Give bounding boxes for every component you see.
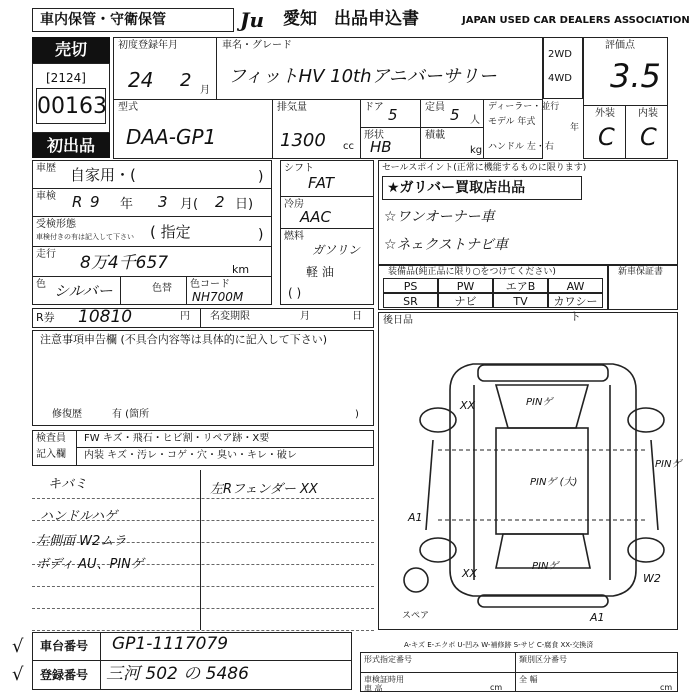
spare-label: スペア bbox=[402, 611, 430, 621]
load-label: 積載 bbox=[425, 130, 445, 141]
shaken-prefix: R bbox=[72, 193, 83, 211]
equipment-item: SR bbox=[383, 293, 438, 308]
inspector-interior: 内装 キズ・汚レ・コゲ・穴・臭い・キレ・破レ bbox=[84, 450, 297, 461]
damage-legend: A-キズ E-エクボ U-凹み W-補修跡 S-サビ C-腐食 XX-交換済 bbox=[404, 641, 594, 649]
divider bbox=[200, 308, 201, 328]
spec-class-no: 類別区分番号 bbox=[519, 655, 567, 664]
lot-code: [2124] bbox=[46, 71, 86, 85]
mileage-unit: km bbox=[232, 263, 250, 276]
sales-label: セールスポイント(正常に機能するものに限ります) bbox=[382, 163, 587, 173]
divider bbox=[515, 652, 516, 692]
exterior-grade: C bbox=[598, 123, 615, 151]
divider bbox=[200, 470, 201, 630]
equipment-item: TV bbox=[493, 293, 548, 308]
sales-point-1: ☆ワンオーナー車 bbox=[384, 209, 495, 225]
name-change-day: 日 bbox=[352, 311, 362, 322]
guarantee-label: 新車保証書 bbox=[618, 267, 664, 277]
inspection-type-note: 車検付きの有は記入して下さい bbox=[36, 233, 134, 241]
equipment-item: PS bbox=[383, 278, 438, 293]
divider bbox=[272, 99, 273, 159]
plate-value: 三河 502 の 5486 bbox=[106, 664, 249, 684]
first-registration-label: 初度登録年月 bbox=[118, 40, 178, 51]
interior-grade: C bbox=[640, 123, 657, 151]
recycle-value: 10810 bbox=[78, 307, 133, 327]
displacement-unit: cc bbox=[343, 141, 354, 152]
sales-point-2: ☆ネェクストナビ車 bbox=[384, 237, 508, 253]
remark-line bbox=[32, 498, 374, 499]
fuel-paren: ( ) bbox=[288, 286, 302, 300]
shaken-label: 車検 bbox=[36, 191, 56, 202]
damage-w2: W2 bbox=[643, 572, 661, 585]
interior-label: 内装 bbox=[638, 108, 658, 119]
damage-a1-left: A1 bbox=[408, 511, 423, 524]
mileage-value: 8万4千657 bbox=[80, 253, 169, 273]
equipment-item: エアB bbox=[493, 278, 548, 293]
shape-value: HB bbox=[370, 138, 392, 156]
color-value: シルバー bbox=[54, 282, 113, 300]
repair-history-close: ) bbox=[355, 409, 359, 420]
divider bbox=[32, 276, 272, 277]
sold-badge: 売切 bbox=[32, 37, 110, 63]
divider bbox=[625, 105, 626, 159]
divider bbox=[32, 246, 272, 247]
use-close: ) bbox=[258, 169, 264, 185]
drive-box bbox=[543, 37, 583, 99]
doors-value: 5 bbox=[388, 106, 398, 124]
drive-4wd: 4WD bbox=[548, 73, 572, 84]
reg-month-unit: 月 bbox=[200, 85, 210, 96]
use-label: 車歴 bbox=[36, 163, 56, 174]
divider bbox=[186, 276, 187, 305]
divider bbox=[113, 99, 543, 100]
remark-line bbox=[32, 586, 374, 587]
shaken-day: 2 bbox=[215, 193, 225, 211]
model-label: 車名・グレード bbox=[222, 40, 292, 51]
divider bbox=[100, 632, 101, 690]
color-code-label: 色コード bbox=[190, 279, 230, 290]
english-title: JAPAN USED CAR DEALERS ASSOCIATION bbox=[462, 15, 690, 26]
remark-2: ハンドルハゲ bbox=[40, 509, 118, 524]
divider bbox=[216, 37, 217, 99]
shaken-year: 9 bbox=[90, 193, 100, 211]
inspection-type-close: ) bbox=[258, 227, 264, 243]
capacity-unit: 人 bbox=[470, 115, 480, 126]
reg-month: 2 bbox=[180, 70, 192, 91]
displacement-value: 1300 bbox=[280, 130, 326, 151]
divider bbox=[360, 99, 361, 159]
shift-value: FAT bbox=[308, 174, 335, 192]
plate-label: 登録番号 bbox=[40, 668, 89, 682]
year-unit: 年 bbox=[570, 123, 580, 133]
remark-1: キバミ bbox=[48, 477, 88, 492]
damage-pin-2: PINゲ bbox=[655, 459, 682, 470]
inspector-label-1: 検査員 bbox=[36, 433, 66, 444]
shaken-month-unit: 月( bbox=[180, 197, 199, 212]
dealer-label: ディーラー・並行 bbox=[488, 102, 560, 112]
inspection-type-label: 受検形態 bbox=[36, 219, 76, 230]
rear-label: 後日品 bbox=[383, 315, 413, 326]
damage-pin-3: PINゲ (大) bbox=[530, 477, 578, 488]
ju-logo: Ju bbox=[240, 8, 265, 32]
load-unit: kg bbox=[470, 145, 483, 156]
ac-label: 冷房 bbox=[284, 199, 304, 210]
equipment-item: ナビ bbox=[438, 293, 493, 308]
damage-pin-1: PINゲ bbox=[526, 397, 553, 408]
damage-xx-front: XX bbox=[460, 399, 476, 412]
shaken-year-unit: 年 bbox=[120, 197, 134, 212]
repair-history-value: 有 (箇所 bbox=[112, 409, 150, 420]
equipment-item: AW bbox=[548, 278, 603, 293]
handle-label: ハンドル 左・右 bbox=[488, 142, 554, 152]
equipment-label: 装備品(純正品に限り○をつけてください) bbox=[388, 267, 556, 277]
divider bbox=[280, 196, 374, 197]
damage-pin-4: PINゲ bbox=[532, 561, 559, 572]
chassis-label: 車台番号 bbox=[40, 639, 89, 653]
repair-history-label: 修復歴 bbox=[52, 409, 82, 420]
divider bbox=[120, 276, 121, 305]
shape-label: 形状 bbox=[364, 130, 384, 141]
divider bbox=[360, 127, 483, 128]
spec-height-unit: cm bbox=[490, 683, 503, 692]
ac-value: AAC bbox=[300, 208, 331, 226]
lot-number: 00163 bbox=[36, 88, 106, 124]
damage-xx-rear: XX bbox=[462, 567, 478, 580]
divider bbox=[32, 188, 272, 189]
spec-width: 全 幅 bbox=[519, 675, 538, 684]
divider bbox=[420, 99, 421, 159]
remark-line bbox=[32, 630, 374, 631]
divider bbox=[360, 672, 678, 673]
mileage-label: 走行 bbox=[36, 249, 56, 260]
reg-year: 24 bbox=[128, 68, 154, 92]
divider bbox=[32, 216, 272, 217]
model-value: フィットHV 10thアニバーサリー bbox=[228, 66, 497, 87]
sales-banner: ★ガリバー買取店出品 bbox=[387, 180, 526, 196]
fuel-label: 燃料 bbox=[284, 231, 304, 242]
chassis-value: GP1-1117079 bbox=[112, 634, 229, 654]
displacement-label: 排気量 bbox=[277, 102, 307, 113]
name-change-label: 名変期限 bbox=[210, 311, 250, 322]
checkmark-1: √ bbox=[12, 636, 24, 657]
form-title: 出品申込書 bbox=[334, 9, 419, 29]
association-name: 愛知 bbox=[283, 9, 317, 29]
divider bbox=[76, 430, 77, 466]
type-label: 型式 bbox=[118, 102, 138, 113]
shaken-month: 3 bbox=[158, 193, 168, 211]
drive-2wd: 2WD bbox=[548, 49, 572, 60]
inspector-label-2: 記入欄 bbox=[36, 449, 66, 460]
fuel-value: ガソリン bbox=[312, 243, 361, 257]
exterior-label: 外装 bbox=[595, 108, 615, 119]
remark-line bbox=[32, 608, 374, 609]
capacity-label: 定員 bbox=[425, 102, 445, 113]
score-label: 評価点 bbox=[605, 40, 635, 51]
use-value: 自家用・( bbox=[70, 166, 136, 184]
damage-a1-bottom: A1 bbox=[590, 611, 605, 624]
car-diagram bbox=[378, 330, 678, 630]
spec-type-no: 形式指定番号 bbox=[364, 655, 412, 664]
color-label: 色 bbox=[36, 279, 46, 290]
recycle-label: R券 bbox=[36, 311, 55, 324]
spec-height: 車 高 bbox=[364, 684, 383, 693]
remark-5: 左Rフェンダー XX bbox=[210, 482, 318, 497]
checkmark-2: √ bbox=[12, 664, 24, 685]
inspector-fw: FW キズ・飛石・ヒビ割・リペア跡・X要 bbox=[84, 433, 270, 444]
first-listing-badge: 初出品 bbox=[32, 133, 110, 158]
equipment-item: カワシート bbox=[548, 293, 603, 308]
fuel-option: 軽 油 bbox=[306, 265, 334, 279]
storage-label: 車内保管・守衛保管 bbox=[40, 12, 166, 28]
color-code-value: NH700M bbox=[192, 290, 244, 304]
inspection-type-value: ( 指定 bbox=[150, 223, 191, 241]
spec-cert: 車検証時用 bbox=[364, 675, 404, 684]
recycle-unit: 円 bbox=[180, 311, 190, 322]
type-value: DAA-GP1 bbox=[126, 125, 217, 149]
divider bbox=[280, 228, 374, 229]
color-change-label: 色替 bbox=[152, 283, 172, 294]
remark-3: 左側面 W2ムラ bbox=[36, 534, 127, 549]
name-change-month: 月 bbox=[300, 311, 310, 322]
shift-label: シフト bbox=[284, 163, 314, 174]
notes-label: 注意事項申告欄 (不具合内容等は具体的に記入して下さい) bbox=[40, 333, 328, 346]
capacity-value: 5 bbox=[450, 106, 460, 124]
doors-label: ドア bbox=[364, 102, 384, 113]
model-year-label: モデル 年式 bbox=[488, 117, 536, 127]
shaken-day-unit: 日) bbox=[235, 197, 254, 212]
spec-width-unit: cm bbox=[660, 683, 673, 692]
score-value: 3.5 bbox=[610, 57, 661, 95]
remark-4: ボディ AU、PINゲ bbox=[36, 557, 144, 572]
equipment-item: PW bbox=[438, 278, 493, 293]
divider bbox=[76, 447, 374, 448]
divider bbox=[32, 660, 352, 661]
divider bbox=[483, 99, 484, 159]
